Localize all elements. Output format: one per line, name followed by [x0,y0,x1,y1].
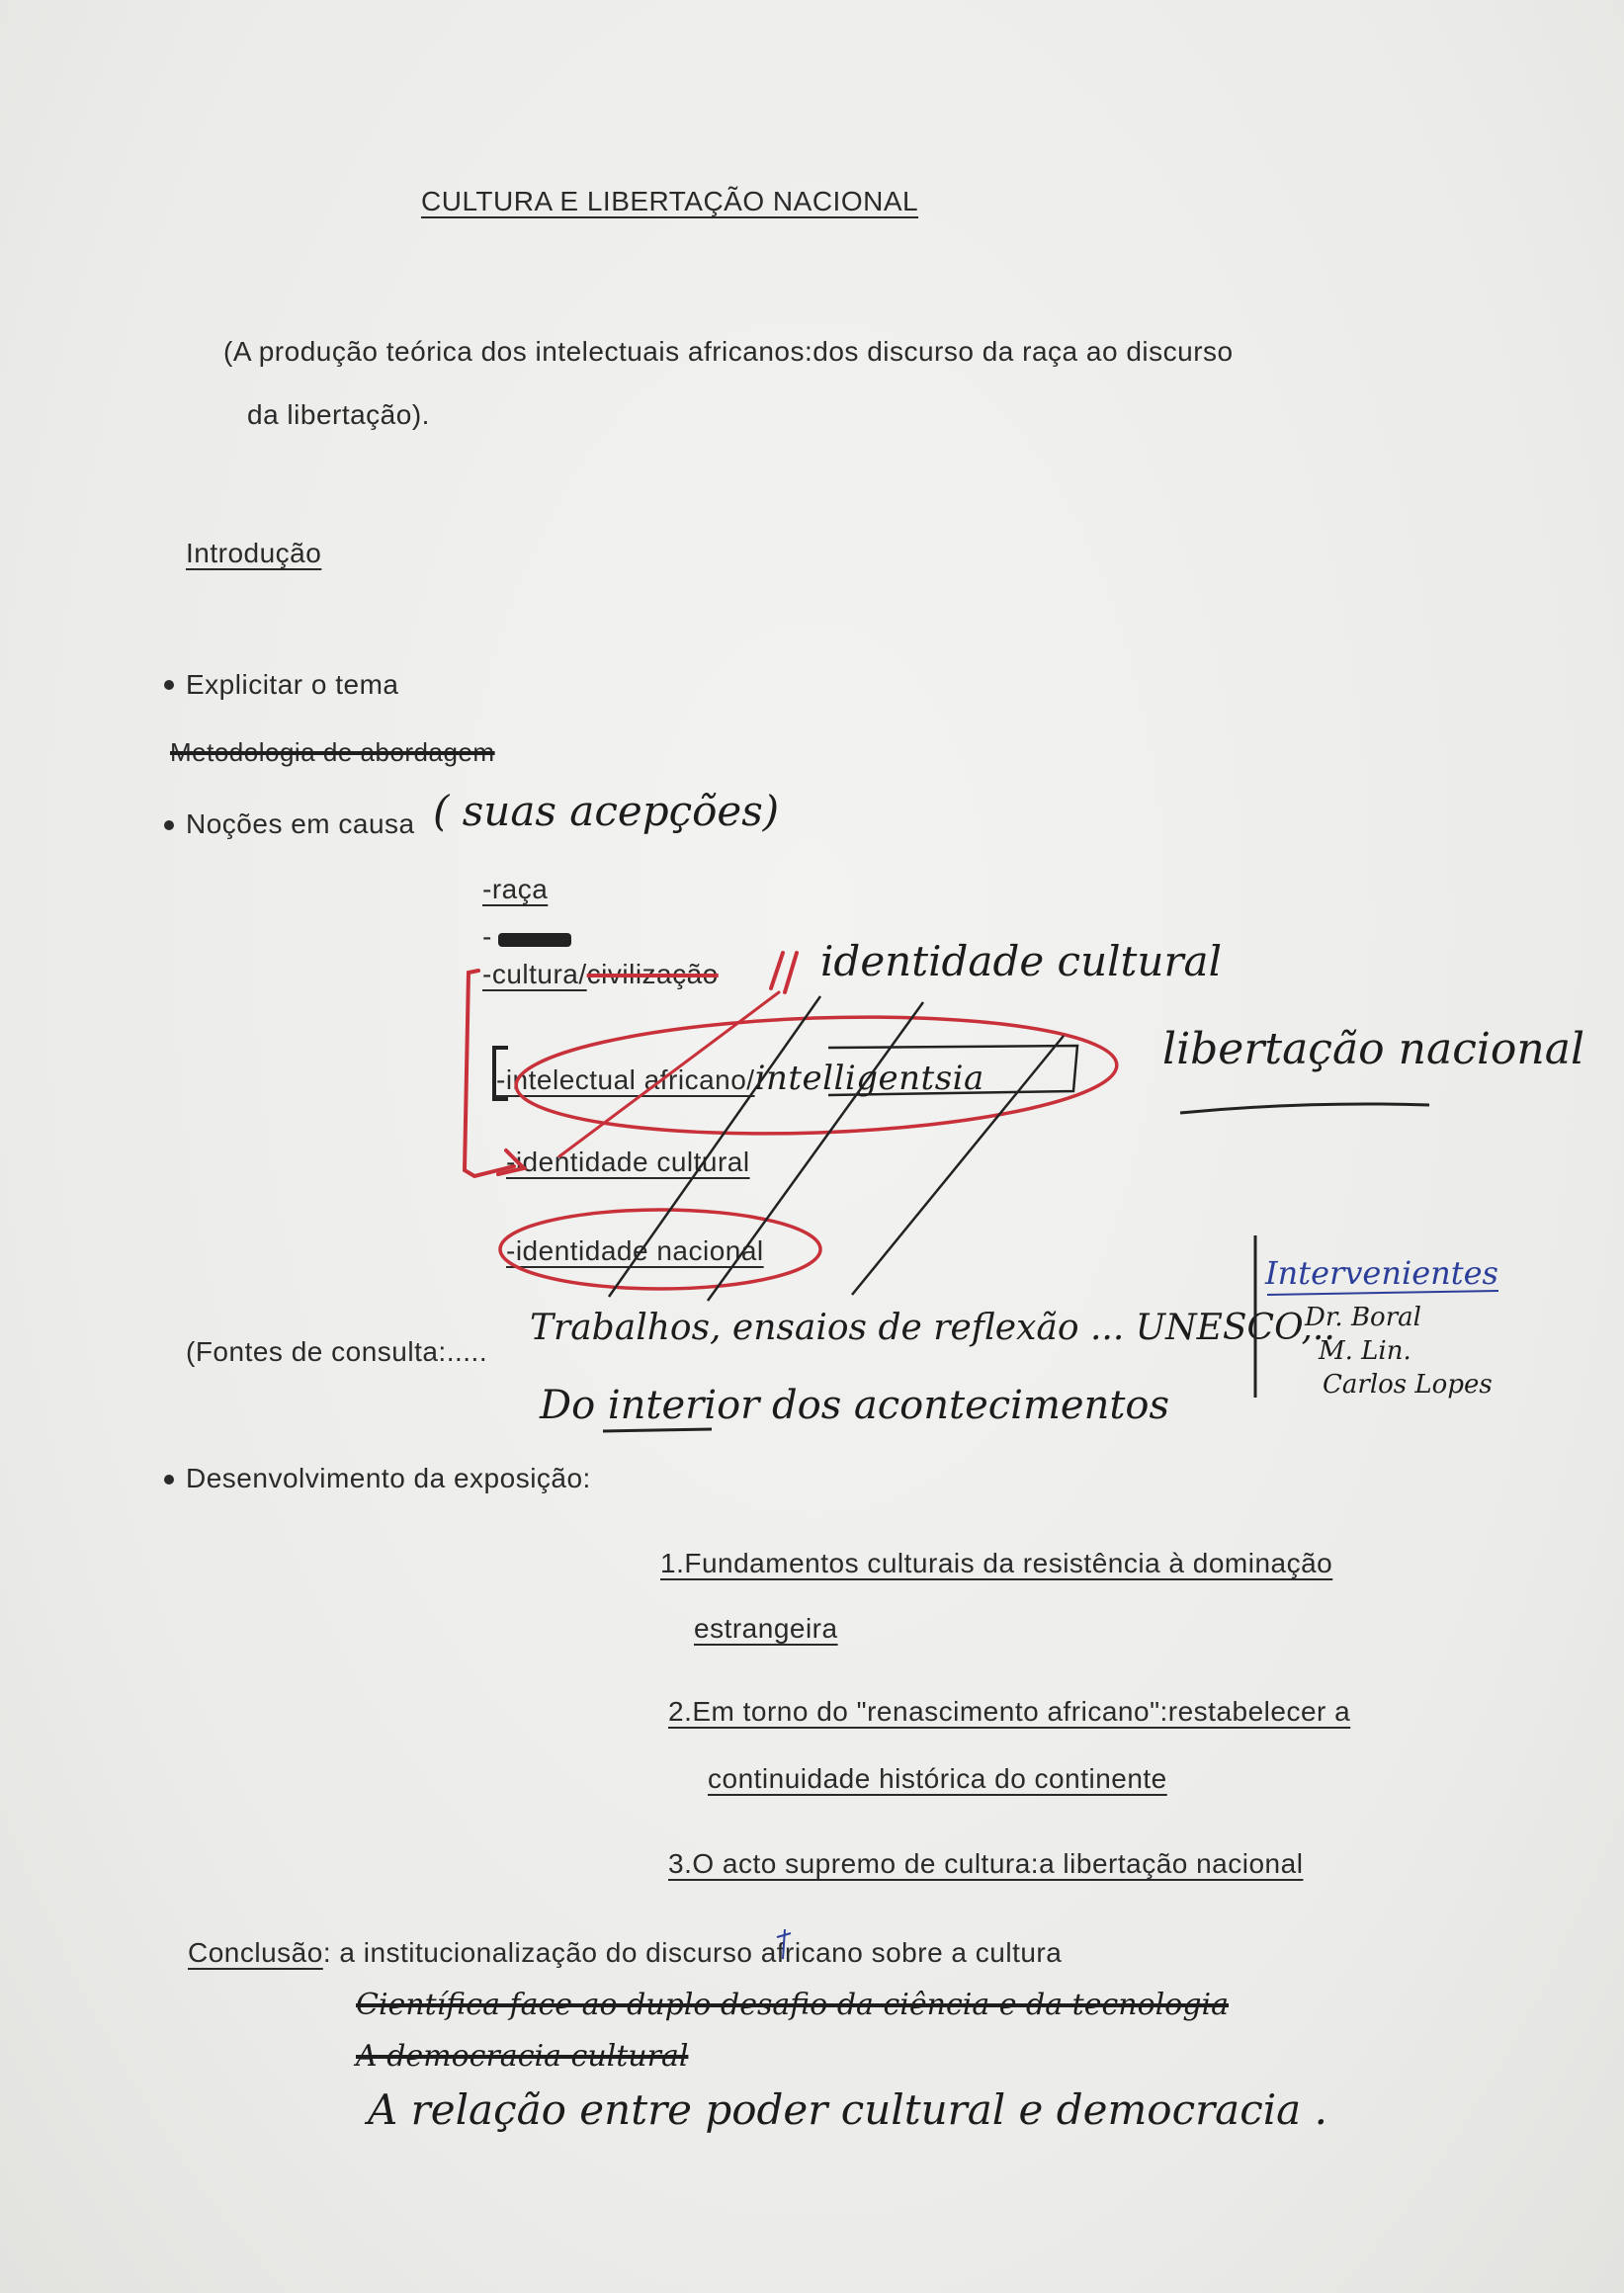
subtitle-line-1: (A produção teórica dos intelectuais africanos:dos discurso da raça ao discurso [223,336,1234,367]
black-diagonal-3 [852,1036,1064,1295]
black-box-intelligentsia [828,1046,1077,1095]
notion-intelectual-prefix: -intelectual africano/ [496,1064,755,1095]
notion-cultura-prefix: -cultura/ [482,959,587,989]
handwritten-libertacao-nacional: libertação nacional [1162,1024,1585,1074]
subtitle-line-2: da libertação). [247,399,430,430]
red-ellipse-intelectual [514,1007,1119,1143]
introducao-heading: Introdução [186,538,322,568]
black-bracket-mark [494,1048,508,1099]
item-metodologia-struck: Metodologia de abordagem [170,737,495,767]
conclusao-label: Conclusão [188,1937,323,1968]
desenvolvimento-heading: Desenvolvimento da exposição: [186,1463,591,1493]
dev-item-2-line-1: 2.Em torno do "renascimento africano":restabelecer a [668,1696,1351,1727]
notion-identidade-cultural: -identidade cultural [506,1146,750,1177]
handwritten-name-3: Carlos Lopes [1323,1370,1493,1400]
red-bracket-mark [465,971,514,1176]
red-slash-mark [771,953,797,992]
dev-item-2-line-2: continuidade histórica do continente [708,1763,1167,1794]
handwritten-final-line: A relação entre poder cultural e democracia . [368,2085,1327,2134]
notion-raca: -raça [482,874,549,904]
notion-struck-dash: - [482,921,492,952]
fontes-de-consulta-label: (Fontes de consulta:..... [186,1336,488,1367]
dev-item-3-line-1: 3.O acto supremo de cultura:a libertação nacional [668,1848,1304,1879]
item-nocoes-em-causa: Noções em causa [186,808,415,839]
handwritten-suas-acepcoes: ( suas acepções) [433,787,780,835]
handwritten-intelligentsia: intelligentsia [754,1059,984,1098]
handwritten-interior-acontecimentos: Do interior dos acontecimentos [540,1383,1170,1428]
dev-item-1-line-1: 1.Fundamentos culturais da resistência à dominação [660,1548,1333,1578]
notion-identidade-nacional: -identidade nacional [506,1235,764,1266]
blue-correction-mark [777,1929,791,1959]
handwritten-name-2: M. Lin. [1319,1336,1411,1366]
conclusao-text: : a institucionalização do discurso africano sobre a cultura [322,1937,1063,1968]
handwritten-name-1: Dr. Boral [1305,1303,1421,1332]
notion-civilizacao-struck: civilização [586,959,719,989]
blue-underline-intervenientes [1267,1291,1498,1295]
black-diagonal-2 [708,1002,923,1301]
dev-item-1-line-2: estrangeira [694,1613,838,1644]
handwritten-fontes: Trabalhos, ensaios de reflexão ... UNESCO,.. [530,1308,1335,1348]
item-explicitar-tema: Explicitar o tema [186,669,399,700]
black-underline-interior [603,1429,712,1431]
handwritten-intervenientes: Intervenientes [1265,1254,1498,1292]
handwritten-struck-line-1: Científica face ao duplo desafio da ciência e da tecnologia [356,1988,1230,2022]
document-title: CULTURA E LIBERTAÇÃO NACIONAL [421,186,919,216]
handwritten-identidade-cultural: identidade cultural [820,937,1223,985]
black-underline-libertacao [1180,1104,1429,1113]
handwritten-struck-line-2: A democracia cultural [356,2039,689,2074]
